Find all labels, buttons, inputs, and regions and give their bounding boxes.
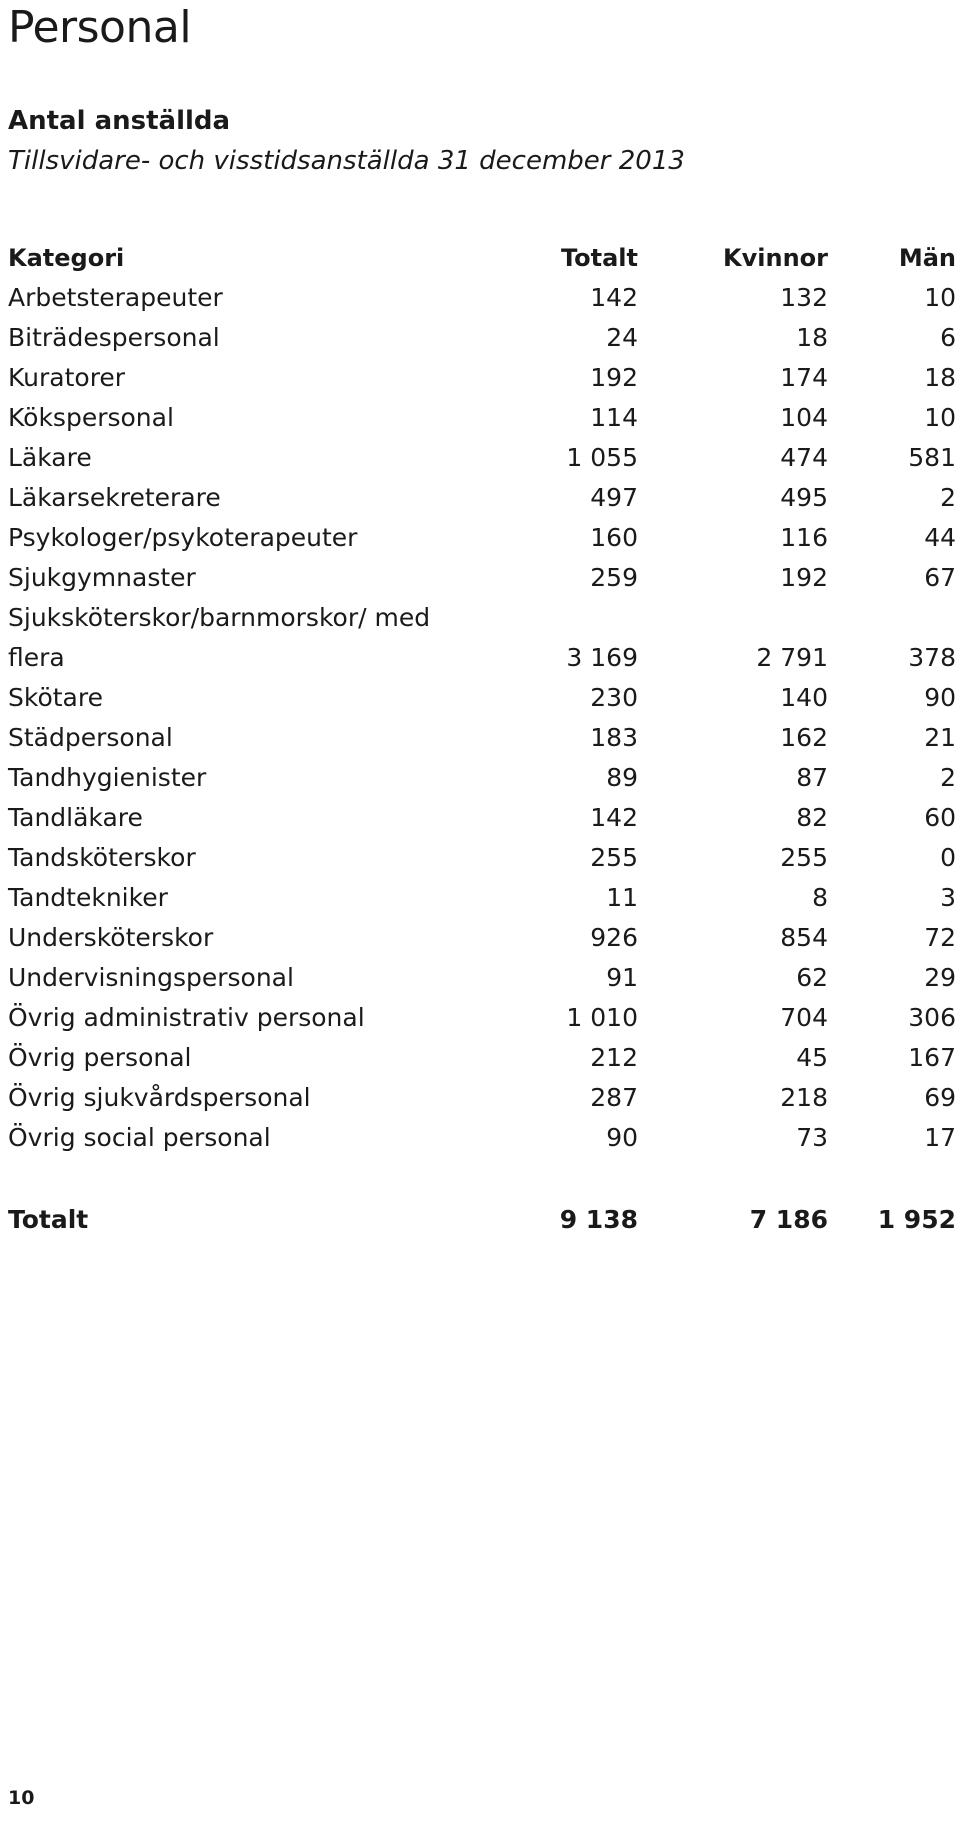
table-header-row bbox=[8, 238, 956, 278]
row-category: Övrig personal bbox=[8, 1043, 192, 1072]
table-row bbox=[8, 878, 956, 918]
header-women: Kvinnor bbox=[723, 244, 828, 272]
row-total: 11 bbox=[606, 883, 638, 912]
row-women: 192 bbox=[780, 563, 828, 592]
row-men: 90 bbox=[924, 683, 956, 712]
row-men: 29 bbox=[924, 963, 956, 992]
header-men: Män bbox=[898, 244, 956, 272]
row-category: Tandsköterskor bbox=[8, 843, 196, 872]
row-women: 140 bbox=[780, 683, 828, 712]
table-row bbox=[8, 1118, 956, 1158]
row-men: 44 bbox=[924, 523, 956, 552]
row-category: Arbetsterapeuter bbox=[8, 283, 223, 312]
row-women: 18 bbox=[796, 323, 828, 352]
row-women: 104 bbox=[780, 403, 828, 432]
row-women: 854 bbox=[780, 923, 828, 952]
row-total: 91 bbox=[606, 963, 638, 992]
row-category: Städpersonal bbox=[8, 723, 173, 752]
table-total-row bbox=[8, 1200, 956, 1240]
row-total: 926 bbox=[590, 923, 638, 952]
row-total: 287 bbox=[590, 1083, 638, 1112]
table-row bbox=[8, 278, 956, 318]
table-row bbox=[8, 318, 956, 358]
row-category: Övrig administrativ personal bbox=[8, 1003, 365, 1032]
row-category: Läkare bbox=[8, 443, 92, 472]
total-label: Totalt bbox=[8, 1205, 89, 1234]
row-total: 183 bbox=[590, 723, 638, 752]
staff-table bbox=[8, 238, 956, 1240]
row-women: 132 bbox=[780, 283, 828, 312]
section-subtitle: Tillsvidare- och visstidsanställda 31 december 2013 bbox=[8, 146, 685, 176]
row-category: Kökspersonal bbox=[8, 403, 174, 432]
row-category: Tandtekniker bbox=[8, 883, 168, 912]
row-women: 218 bbox=[780, 1083, 828, 1112]
total-total: 9 138 bbox=[559, 1205, 638, 1234]
row-category: Undersköterskor bbox=[8, 923, 214, 952]
row-category: Biträdespersonal bbox=[8, 323, 220, 352]
row-women: 2 791 bbox=[756, 643, 828, 672]
row-men: 67 bbox=[924, 563, 956, 592]
row-women: 82 bbox=[796, 803, 828, 832]
row-total: 212 bbox=[590, 1043, 638, 1072]
section-heading: Antal anställda bbox=[8, 106, 231, 136]
table-row bbox=[8, 438, 956, 478]
row-women: 495 bbox=[780, 483, 828, 512]
row-total: 1 055 bbox=[566, 443, 638, 472]
row-men: 17 bbox=[924, 1123, 956, 1152]
row-women: 8 bbox=[812, 883, 828, 912]
row-category: Skötare bbox=[8, 683, 103, 712]
row-men: 581 bbox=[908, 443, 956, 472]
table-row bbox=[8, 958, 956, 998]
row-women: 62 bbox=[796, 963, 828, 992]
table-row bbox=[8, 478, 956, 518]
row-total: 255 bbox=[590, 843, 638, 872]
total-women: 7 186 bbox=[749, 1205, 828, 1234]
row-women: 255 bbox=[780, 843, 828, 872]
row-category: Övrig sjukvårdspersonal bbox=[8, 1083, 311, 1112]
table-row bbox=[8, 398, 956, 438]
table-row bbox=[8, 838, 956, 878]
row-category: Psykologer/psykoterapeuter bbox=[8, 523, 358, 552]
table-row bbox=[8, 718, 956, 758]
row-men: 60 bbox=[924, 803, 956, 832]
row-men: 2 bbox=[940, 483, 956, 512]
row-category: Tandhygienister bbox=[8, 763, 207, 792]
row-category: Sjukgymnaster bbox=[8, 563, 196, 592]
header-category: Kategori bbox=[8, 244, 125, 272]
table-row bbox=[8, 918, 956, 958]
row-category: Övrig social personal bbox=[8, 1123, 271, 1152]
row-category: Sjuksköterskor/barnmorskor/ med flera bbox=[8, 603, 431, 672]
row-category: Undervisningspersonal bbox=[8, 963, 294, 992]
row-men: 72 bbox=[924, 923, 956, 952]
row-women: 174 bbox=[780, 363, 828, 392]
row-women: 162 bbox=[780, 723, 828, 752]
row-total: 114 bbox=[590, 403, 638, 432]
page-number: 10 bbox=[8, 1787, 35, 1809]
row-men: 10 bbox=[924, 403, 956, 432]
row-men: 306 bbox=[908, 1003, 956, 1032]
row-total: 259 bbox=[590, 563, 638, 592]
row-men: 69 bbox=[924, 1083, 956, 1112]
row-women: 87 bbox=[796, 763, 828, 792]
page-title: Personal bbox=[8, 2, 192, 53]
row-men: 3 bbox=[940, 883, 956, 912]
table-row bbox=[8, 758, 956, 798]
row-category: Läkarsekreterare bbox=[8, 483, 221, 512]
row-total: 90 bbox=[606, 1123, 638, 1152]
table-row bbox=[8, 678, 956, 718]
row-men: 10 bbox=[924, 283, 956, 312]
row-men: 167 bbox=[908, 1043, 956, 1072]
table-row bbox=[8, 358, 956, 398]
row-men: 378 bbox=[908, 643, 956, 672]
row-women: 73 bbox=[796, 1123, 828, 1152]
row-women: 116 bbox=[780, 523, 828, 552]
table-row bbox=[8, 998, 956, 1038]
row-category: Tandläkare bbox=[8, 803, 143, 832]
table-row bbox=[8, 598, 956, 678]
row-women: 704 bbox=[780, 1003, 828, 1032]
table-row bbox=[8, 798, 956, 838]
row-women: 45 bbox=[796, 1043, 828, 1072]
table-row bbox=[8, 1038, 956, 1078]
total-men: 1 952 bbox=[877, 1205, 956, 1234]
row-total: 89 bbox=[606, 763, 638, 792]
row-men: 0 bbox=[940, 843, 956, 872]
row-women: 474 bbox=[780, 443, 828, 472]
row-total: 497 bbox=[590, 483, 638, 512]
row-total: 142 bbox=[590, 803, 638, 832]
row-men: 21 bbox=[924, 723, 956, 752]
row-total: 24 bbox=[606, 323, 638, 352]
row-men: 6 bbox=[940, 323, 956, 352]
table-row bbox=[8, 1078, 956, 1118]
table-row bbox=[8, 518, 956, 558]
row-total: 1 010 bbox=[566, 1003, 638, 1032]
row-total: 3 169 bbox=[566, 643, 638, 672]
row-category: Kuratorer bbox=[8, 363, 126, 392]
row-total: 192 bbox=[590, 363, 638, 392]
table-body bbox=[8, 278, 956, 1158]
row-total: 160 bbox=[590, 523, 638, 552]
row-men: 18 bbox=[924, 363, 956, 392]
header-total: Totalt bbox=[560, 244, 638, 272]
table-row bbox=[8, 558, 956, 598]
row-men: 2 bbox=[940, 763, 956, 792]
row-total: 142 bbox=[590, 283, 638, 312]
row-total: 230 bbox=[590, 683, 638, 712]
